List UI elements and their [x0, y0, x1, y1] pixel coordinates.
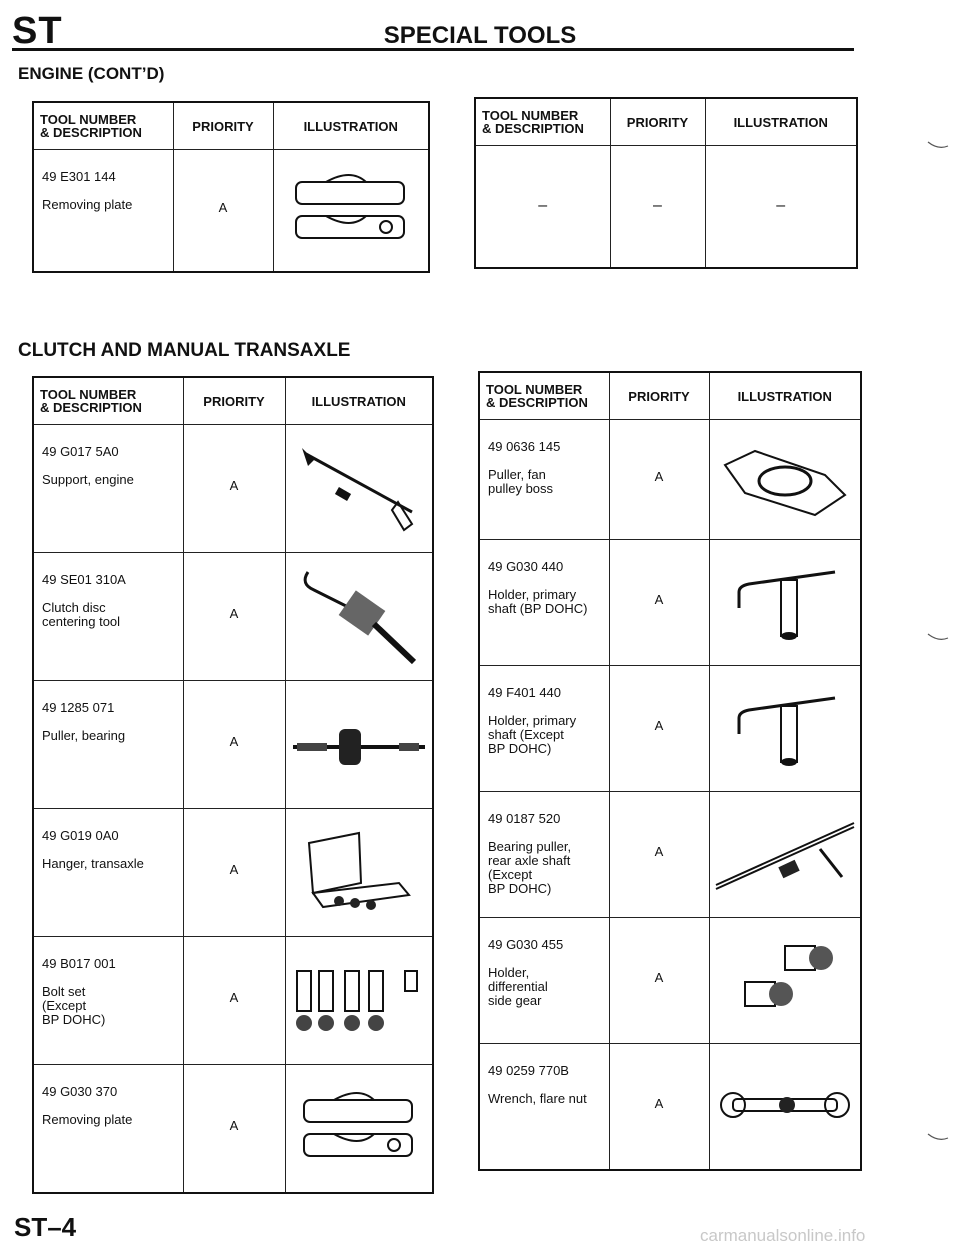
column-header-tool: TOOL NUMBER & DESCRIPTION — [475, 98, 610, 146]
tool-description-cell — [33, 150, 173, 272]
engine-tools-table — [32, 101, 430, 273]
tool-description-cell — [33, 937, 183, 1065]
column-header-priority: PRIORITY — [609, 372, 709, 420]
column-header-illustration: ILLUSTRATION — [705, 98, 857, 146]
removing-plate-icon — [294, 1088, 424, 1168]
column-header-priority: PRIORITY — [183, 377, 285, 425]
tool-number: 49 0259 770B — [488, 1063, 569, 1078]
hanger-icon — [289, 823, 429, 923]
tool-description: Hanger, transaxle — [42, 856, 144, 871]
engine-tools-table-right — [474, 97, 858, 269]
priority: A — [183, 425, 285, 553]
hanger-icon — [285, 809, 433, 937]
priority: A — [173, 150, 273, 272]
tool-number: 49 SE01 310A — [42, 572, 126, 587]
table-row — [33, 150, 429, 272]
column-header-illustration: ILLUSTRATION — [285, 377, 433, 425]
margin-mark — [926, 630, 950, 642]
column-header-illustration: ILLUSTRATION — [709, 372, 861, 420]
table-row — [479, 666, 861, 792]
header-rule — [12, 48, 854, 51]
tool-number: 49 F401 440 — [488, 685, 562, 700]
tool-number: 49 1285 071 — [42, 700, 115, 715]
t-holder-icon — [709, 666, 861, 792]
table-row — [33, 809, 433, 937]
tool-description: Wrench, flare nut — [488, 1091, 587, 1106]
priority: A — [609, 1044, 709, 1170]
tool-number: 49 G017 5A0 — [42, 444, 119, 459]
tool-description-cell — [479, 540, 609, 666]
tool-number: 49 E301 144 — [42, 169, 116, 184]
column-header-tool: TOOL NUMBER & DESCRIPTION — [33, 377, 183, 425]
priority: A — [183, 809, 285, 937]
tool-number: 49 G019 0A0 — [42, 828, 119, 843]
axle-puller-icon — [709, 792, 861, 918]
table-row — [479, 1044, 861, 1170]
tool-description: Puller, fan pulley boss — [488, 467, 554, 496]
fan-puller-icon — [709, 420, 861, 540]
tool-description: Removing plate — [42, 1112, 133, 1127]
removing-plate-icon — [273, 150, 429, 272]
tool-description-cell — [33, 1065, 183, 1193]
watermark: carmanualsonline.info — [700, 1226, 866, 1245]
tool-number: 49 G030 455 — [488, 937, 564, 952]
tool-description: Holder, differential side gear — [488, 965, 548, 1008]
page-title: SPECIAL TOOLS — [383, 22, 577, 49]
column-header-tool: TOOL NUMBER & DESCRIPTION — [479, 372, 609, 420]
table-row — [33, 681, 433, 809]
tool-description-cell — [33, 553, 183, 681]
table-row — [33, 425, 433, 553]
side-gear-holder-icon — [725, 936, 845, 1026]
tool-description: Bolt set (Except BP DOHC) — [42, 984, 106, 1027]
margin-mark — [926, 138, 950, 150]
centering-tool-icon — [285, 553, 433, 681]
illustration: – — [705, 146, 857, 268]
column-header-priority: PRIORITY — [173, 102, 273, 150]
table-row — [475, 146, 857, 268]
priority: A — [609, 918, 709, 1044]
column-header-illustration: ILLUSTRATION — [273, 102, 429, 150]
tool-description-cell — [479, 420, 609, 540]
engine-support-icon — [285, 425, 433, 553]
tool-number: 49 0187 520 — [488, 811, 561, 826]
tool-description-cell — [479, 792, 609, 918]
engine-support-icon — [294, 444, 424, 534]
table-row — [479, 420, 861, 540]
table-row — [479, 540, 861, 666]
column-header-tool: TOOL NUMBER & DESCRIPTION — [33, 102, 173, 150]
margin-mark — [926, 1130, 950, 1142]
priority: A — [609, 540, 709, 666]
t-holder-icon — [725, 558, 845, 648]
tool-description: Holder, primary shaft (BP DOHC) — [488, 587, 588, 616]
clutch-tools-table-right — [478, 371, 862, 1171]
removing-plate-icon — [286, 170, 416, 250]
priority: A — [609, 666, 709, 792]
bolt-set-icon — [289, 961, 429, 1041]
priority: A — [609, 420, 709, 540]
column-header-priority: PRIORITY — [610, 98, 705, 146]
t-holder-icon — [709, 540, 861, 666]
priority: – — [610, 146, 705, 268]
section-code: ST — [12, 10, 63, 52]
table-row — [479, 792, 861, 918]
table-row — [33, 937, 433, 1065]
tool-description-cell — [479, 666, 609, 792]
section-title-engine: ENGINE (CONT’D) — [18, 64, 165, 83]
priority: A — [183, 681, 285, 809]
bearing-puller-icon — [289, 715, 429, 775]
tool-number: – — [475, 146, 610, 268]
clutch-tools-table-left — [32, 376, 434, 1194]
tool-number: 49 0636 145 — [488, 439, 561, 454]
tool-description: Puller, bearing — [42, 728, 126, 743]
tool-description-cell — [33, 681, 183, 809]
tool-description-cell — [33, 425, 183, 553]
tool-number: 49 G030 440 — [488, 559, 564, 574]
flare-wrench-icon — [715, 1081, 855, 1131]
tool-description: Removing plate — [42, 197, 133, 212]
centering-tool-icon — [294, 562, 424, 672]
tool-description-cell — [479, 1044, 609, 1170]
table-row — [33, 553, 433, 681]
tool-description-cell — [479, 918, 609, 1044]
priority: A — [183, 1065, 285, 1193]
tool-number: 49 G030 370 — [42, 1084, 118, 1099]
table-row — [479, 918, 861, 1044]
bearing-puller-icon — [285, 681, 433, 809]
axle-puller-icon — [710, 815, 860, 895]
side-gear-holder-icon — [709, 918, 861, 1044]
table-row — [33, 1065, 433, 1193]
flare-wrench-icon — [709, 1044, 861, 1170]
page-number: ST–4 — [14, 1212, 77, 1242]
tool-description-cell — [33, 809, 183, 937]
tool-description: Bearing puller, rear axle shaft (Except BP DOHC) — [488, 839, 572, 896]
priority: A — [183, 937, 285, 1065]
section-title-clutch: CLUTCH AND MANUAL TRANSAXLE — [18, 340, 351, 361]
priority: A — [609, 792, 709, 918]
fan-puller-icon — [715, 435, 855, 525]
tool-description: Support, engine — [42, 472, 134, 487]
tool-description: Clutch disc centering tool — [42, 600, 121, 629]
removing-plate-icon — [285, 1065, 433, 1193]
t-holder-icon — [725, 684, 845, 774]
tool-description: Holder, primary shaft (Except BP DOHC) — [488, 713, 577, 756]
priority: A — [183, 553, 285, 681]
bolt-set-icon — [285, 937, 433, 1065]
tool-number: 49 B017 001 — [42, 956, 116, 971]
